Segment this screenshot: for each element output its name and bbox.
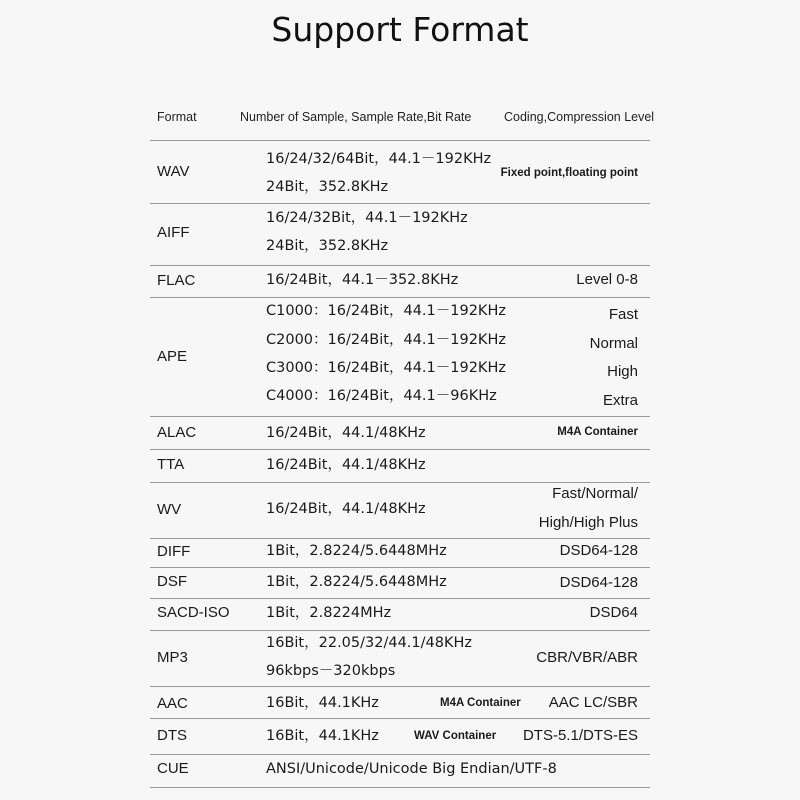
- spec-cell: 16/24Bit，44.1/48KHz: [266, 457, 426, 473]
- page-title: Support Format: [271, 10, 529, 49]
- spec-cell: C4000：16/24Bit，44.1－96KHz: [266, 388, 497, 404]
- table-row: [150, 265, 650, 298]
- coding-cell: DSD64: [589, 604, 638, 621]
- spec-cell: C3000：16/24Bit，44.1－192KHz: [266, 360, 506, 376]
- format-cell: APE: [157, 348, 188, 365]
- table-row: [150, 297, 650, 417]
- spec-cell: 16/24Bit，44.1/48KHz: [266, 425, 426, 441]
- format-cell: FLAC: [157, 272, 196, 289]
- spec-cell: 16/24/32Bit，44.1－192KHz: [266, 210, 468, 226]
- header-coding: Coding,Compression Level: [504, 110, 655, 124]
- format-cell: WV: [157, 501, 182, 518]
- coding-cell: DTS-5.1/DTS-ES: [522, 727, 638, 744]
- spec-cell: 16/24Bit，44.1/48KHz: [266, 501, 426, 517]
- spec-cell: 16Bit，44.1KHz: [266, 728, 379, 744]
- spec-cell: ANSI/Unicode/Unicode Big Endian/UTF-8: [266, 761, 557, 777]
- format-cell: DSF: [157, 573, 187, 590]
- coding-cell: Level 0-8: [576, 271, 638, 288]
- coding-cell: DSD64-128: [559, 542, 638, 559]
- format-cell: TTA: [157, 456, 185, 473]
- format-cell: DIFF: [157, 543, 191, 560]
- spec-cell: 16/24/32/64Bit，44.1－192KHz: [266, 151, 492, 167]
- table-row: [150, 686, 650, 719]
- table-row: [150, 202, 650, 266]
- coding-cell: CBR/VBR/ABR: [536, 649, 638, 666]
- format-cell: ALAC: [157, 424, 197, 441]
- coding-cell: Normal: [589, 335, 638, 352]
- header-sample-rate: Number of Sample, Sample Rate,Bit Rate: [240, 110, 472, 124]
- format-cell: MP3: [157, 649, 188, 666]
- coding-cell: M4A Container: [557, 426, 638, 438]
- format-cell: SACD-ISO: [157, 604, 230, 621]
- table-row: [150, 754, 650, 788]
- container-label: M4A Container: [440, 697, 521, 709]
- table-row: [150, 598, 650, 631]
- table-row: [150, 567, 650, 599]
- spec-cell: 1Bit，2.8224/5.6448MHz: [266, 574, 447, 590]
- spec-cell: 16Bit，44.1KHz: [266, 695, 379, 711]
- coding-cell: High/High Plus: [538, 514, 638, 531]
- coding-cell: Fast: [608, 306, 638, 323]
- coding-cell: AAC LC/SBR: [548, 694, 638, 711]
- spec-cell: 16Bit，22.05/32/44.1/48KHz: [266, 635, 472, 651]
- format-cell: CUE: [157, 760, 189, 777]
- spec-cell: 24Bit，352.8KHz: [266, 238, 389, 254]
- coding-cell: DSD64-128: [559, 574, 638, 591]
- spec-cell: 1Bit，2.8224MHz: [266, 605, 392, 621]
- table-row: [150, 630, 650, 687]
- format-cell: DTS: [157, 727, 187, 744]
- spec-cell: C2000：16/24Bit，44.1－192KHz: [266, 332, 506, 348]
- spec-cell: C1000：16/24Bit，44.1－192KHz: [266, 303, 506, 319]
- format-cell: AAC: [157, 695, 188, 712]
- format-cell: WAV: [157, 163, 190, 180]
- coding-cell: Extra: [602, 392, 638, 409]
- table-row: [150, 416, 650, 450]
- table-row: [150, 538, 650, 568]
- coding-cell: Fast/Normal/: [552, 485, 638, 502]
- coding-cell: Fixed point,floating point: [500, 167, 638, 179]
- table-row: [150, 718, 650, 755]
- spec-cell: 1Bit，2.8224/5.6448MHz: [266, 543, 447, 559]
- spec-cell: 96kbps－320kbps: [266, 663, 396, 679]
- table-row: [150, 449, 650, 483]
- spec-cell: 16/24Bit，44.1－352.8KHz: [266, 272, 459, 288]
- coding-cell: High: [607, 363, 638, 380]
- format-cell: AIFF: [157, 224, 190, 241]
- table-row: [150, 482, 650, 539]
- container-label: WAV Container: [414, 730, 497, 742]
- header-format: Format: [157, 110, 197, 124]
- spec-cell: 24Bit，352.8KHz: [266, 179, 389, 195]
- table-row: [150, 140, 650, 204]
